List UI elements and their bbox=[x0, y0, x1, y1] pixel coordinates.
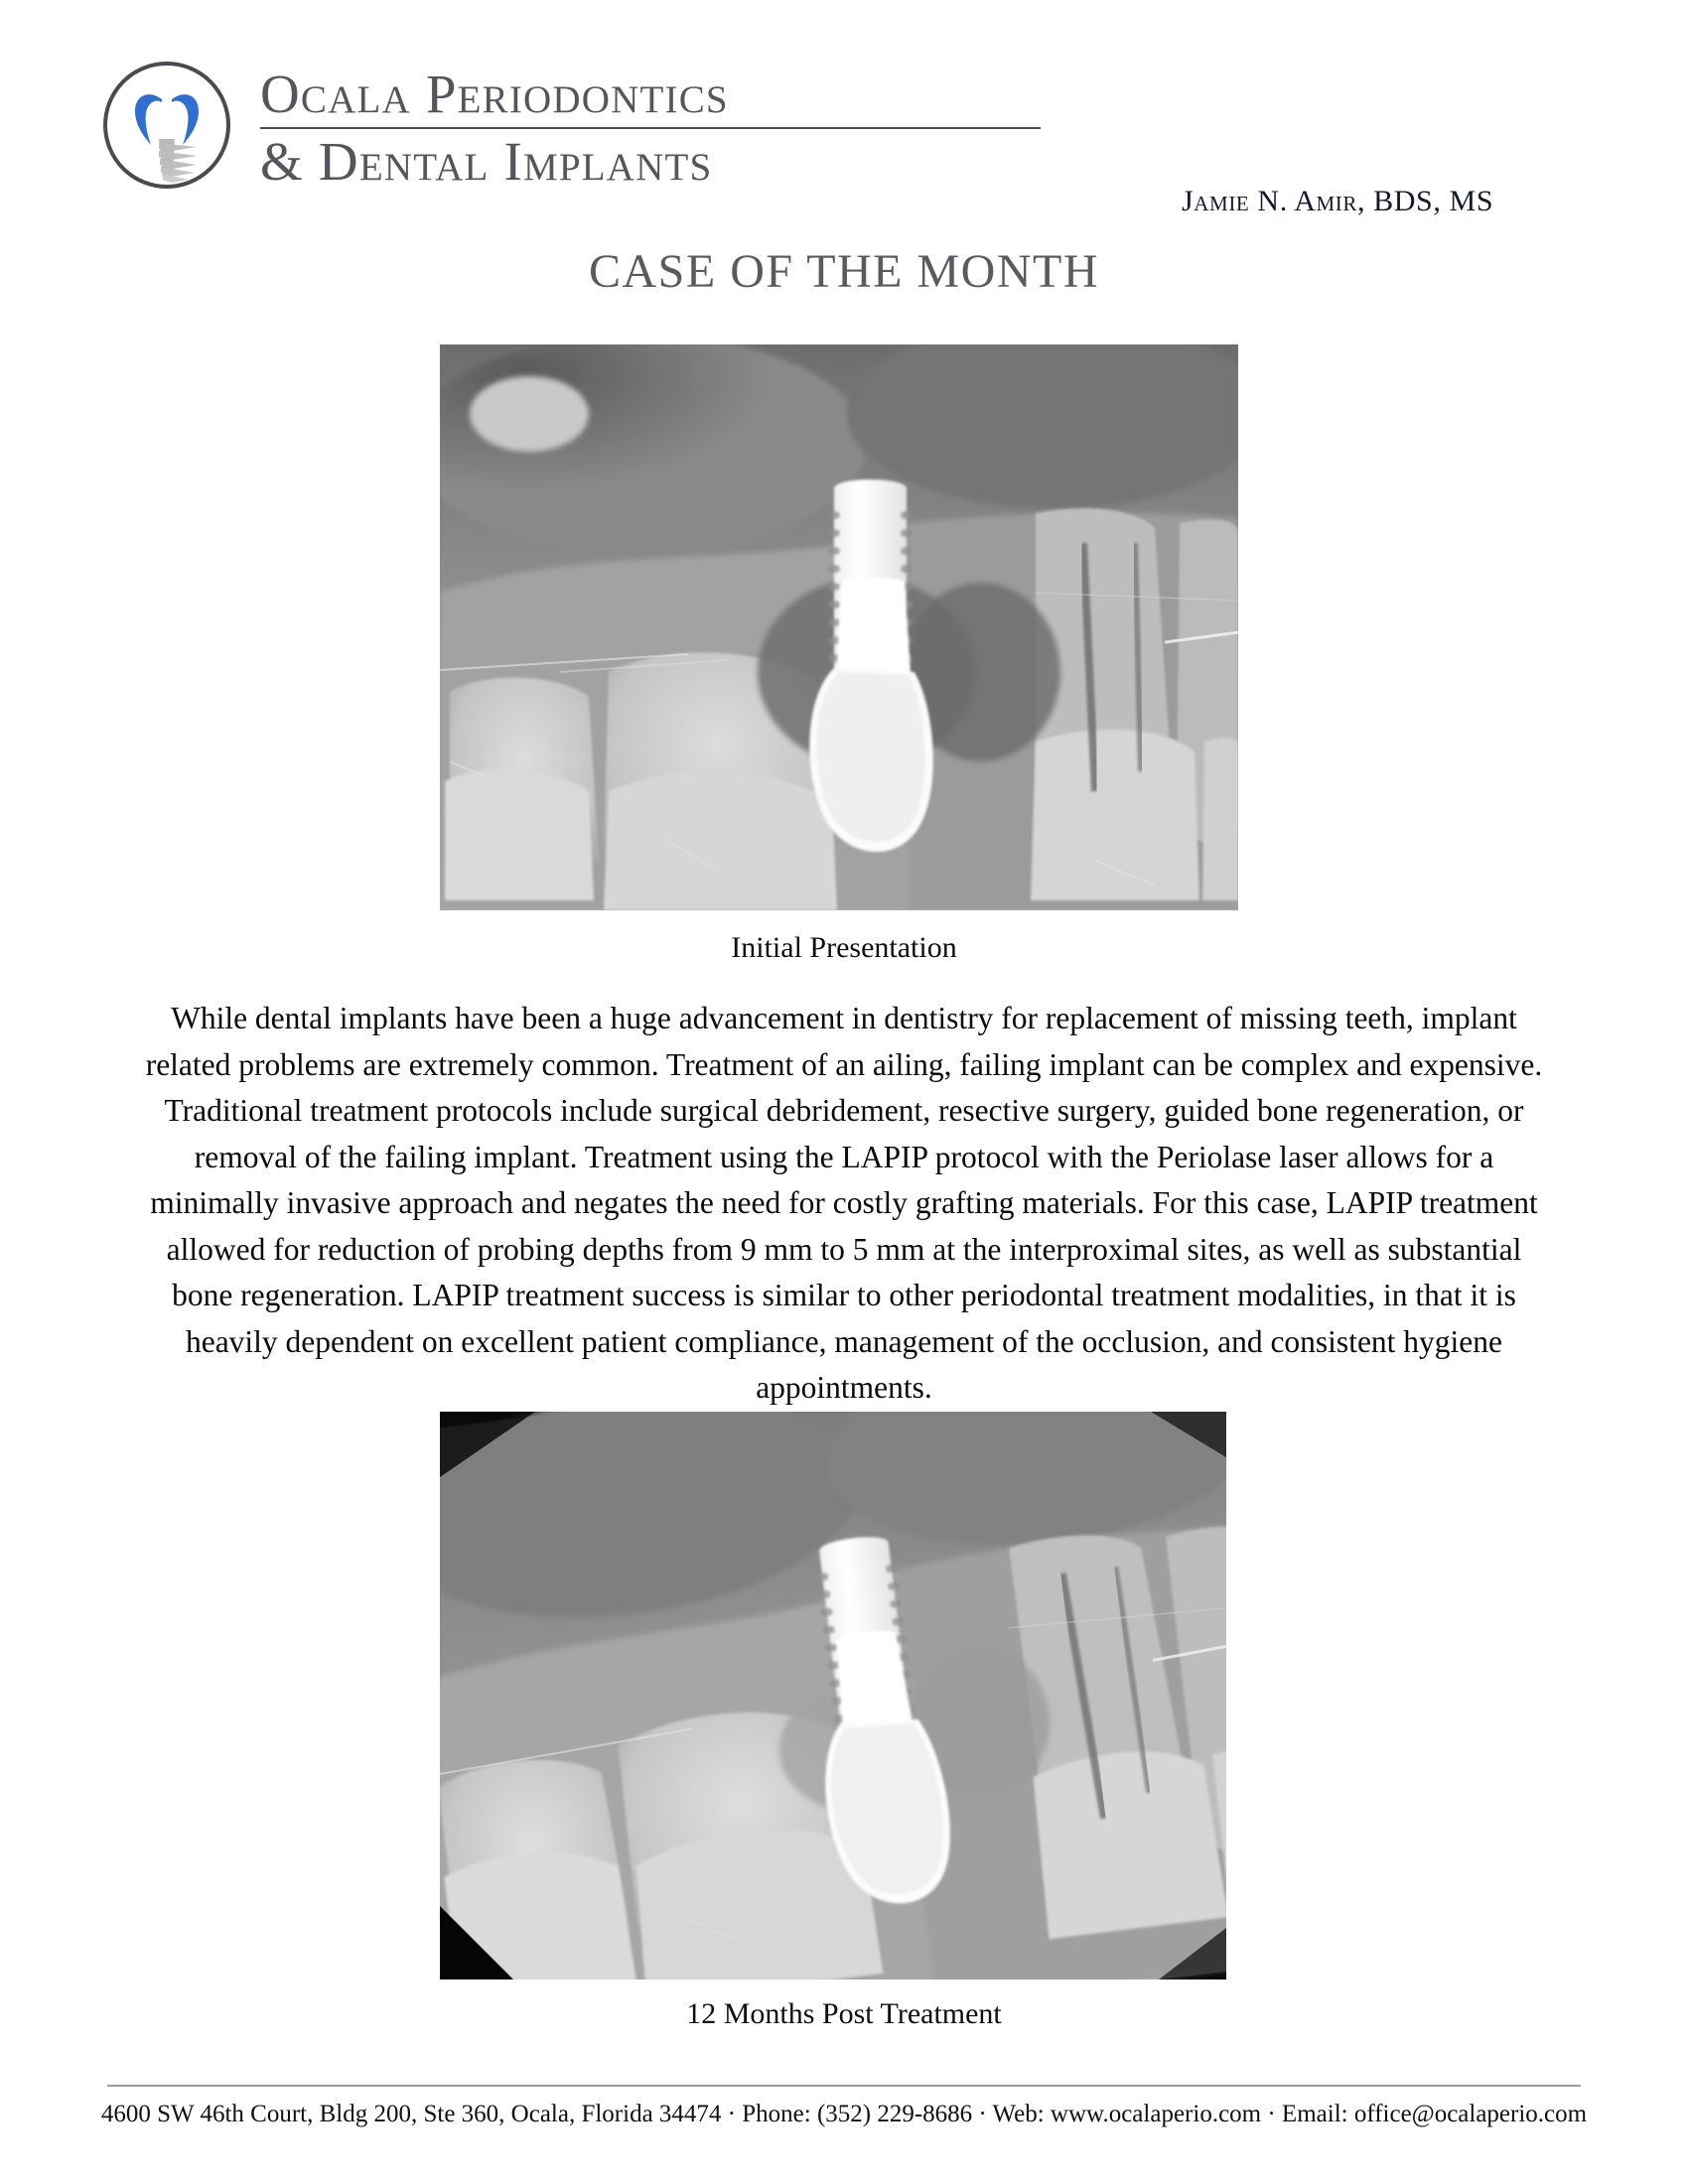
page-title: CASE OF THE MONTH bbox=[589, 245, 1099, 298]
brand-divider bbox=[260, 127, 1041, 129]
tooth-implant-logo-icon bbox=[99, 58, 234, 193]
body-paragraph: While dental implants have been a huge advancement in dentistry for replacement of missing teeth, implant related problems are extremely common. Treatment of an ailing, failing implant can be complex and expensive. Traditional treatment protocols include surgical debridement, resective surgery, guided bone regeneration, or removal of the failing implant. Treatment using the LAPIP protocol with the Periolase laser allows for a minimally invasive approach and negates the need for costly grafting materials. For this case, LAPIP treatment allowed for reduction of probing depths from 9 mm to 5 mm at the interproximal sites, as well as substantial bone regeneration. LAPIP treatment success is similar to other periodontal treatment modalities, in that it is heavily dependent on excellent patient compliance, management of the occlusion, and consistent hygiene appointments. bbox=[145, 1001, 1543, 1405]
xray-image-post-treatment bbox=[440, 1412, 1226, 1979]
brand-line-2: & Dental Implants bbox=[260, 131, 713, 192]
xray-image-initial bbox=[440, 344, 1238, 910]
footer-divider bbox=[107, 2085, 1581, 2087]
brand-line-1: Ocala Periodontics bbox=[260, 64, 729, 124]
figure-caption-post-treatment: 12 Months Post Treatment bbox=[686, 1997, 1002, 2030]
brand-wordmark bbox=[260, 64, 1045, 193]
footer-contact-info: 4600 SW 46th Court, Bldg 200, Ste 360, Ocala, Florida 34474 · Phone: (352) 229-8686 · Web: www.ocalaperio.com · Email: office@ocalaperio.com bbox=[100, 2101, 1588, 2127]
doctor-name: Jamie N. Amir, BDS, MS bbox=[1182, 185, 1494, 217]
page-header bbox=[0, 38, 1688, 216]
figure-caption-initial: Initial Presentation bbox=[731, 931, 957, 964]
